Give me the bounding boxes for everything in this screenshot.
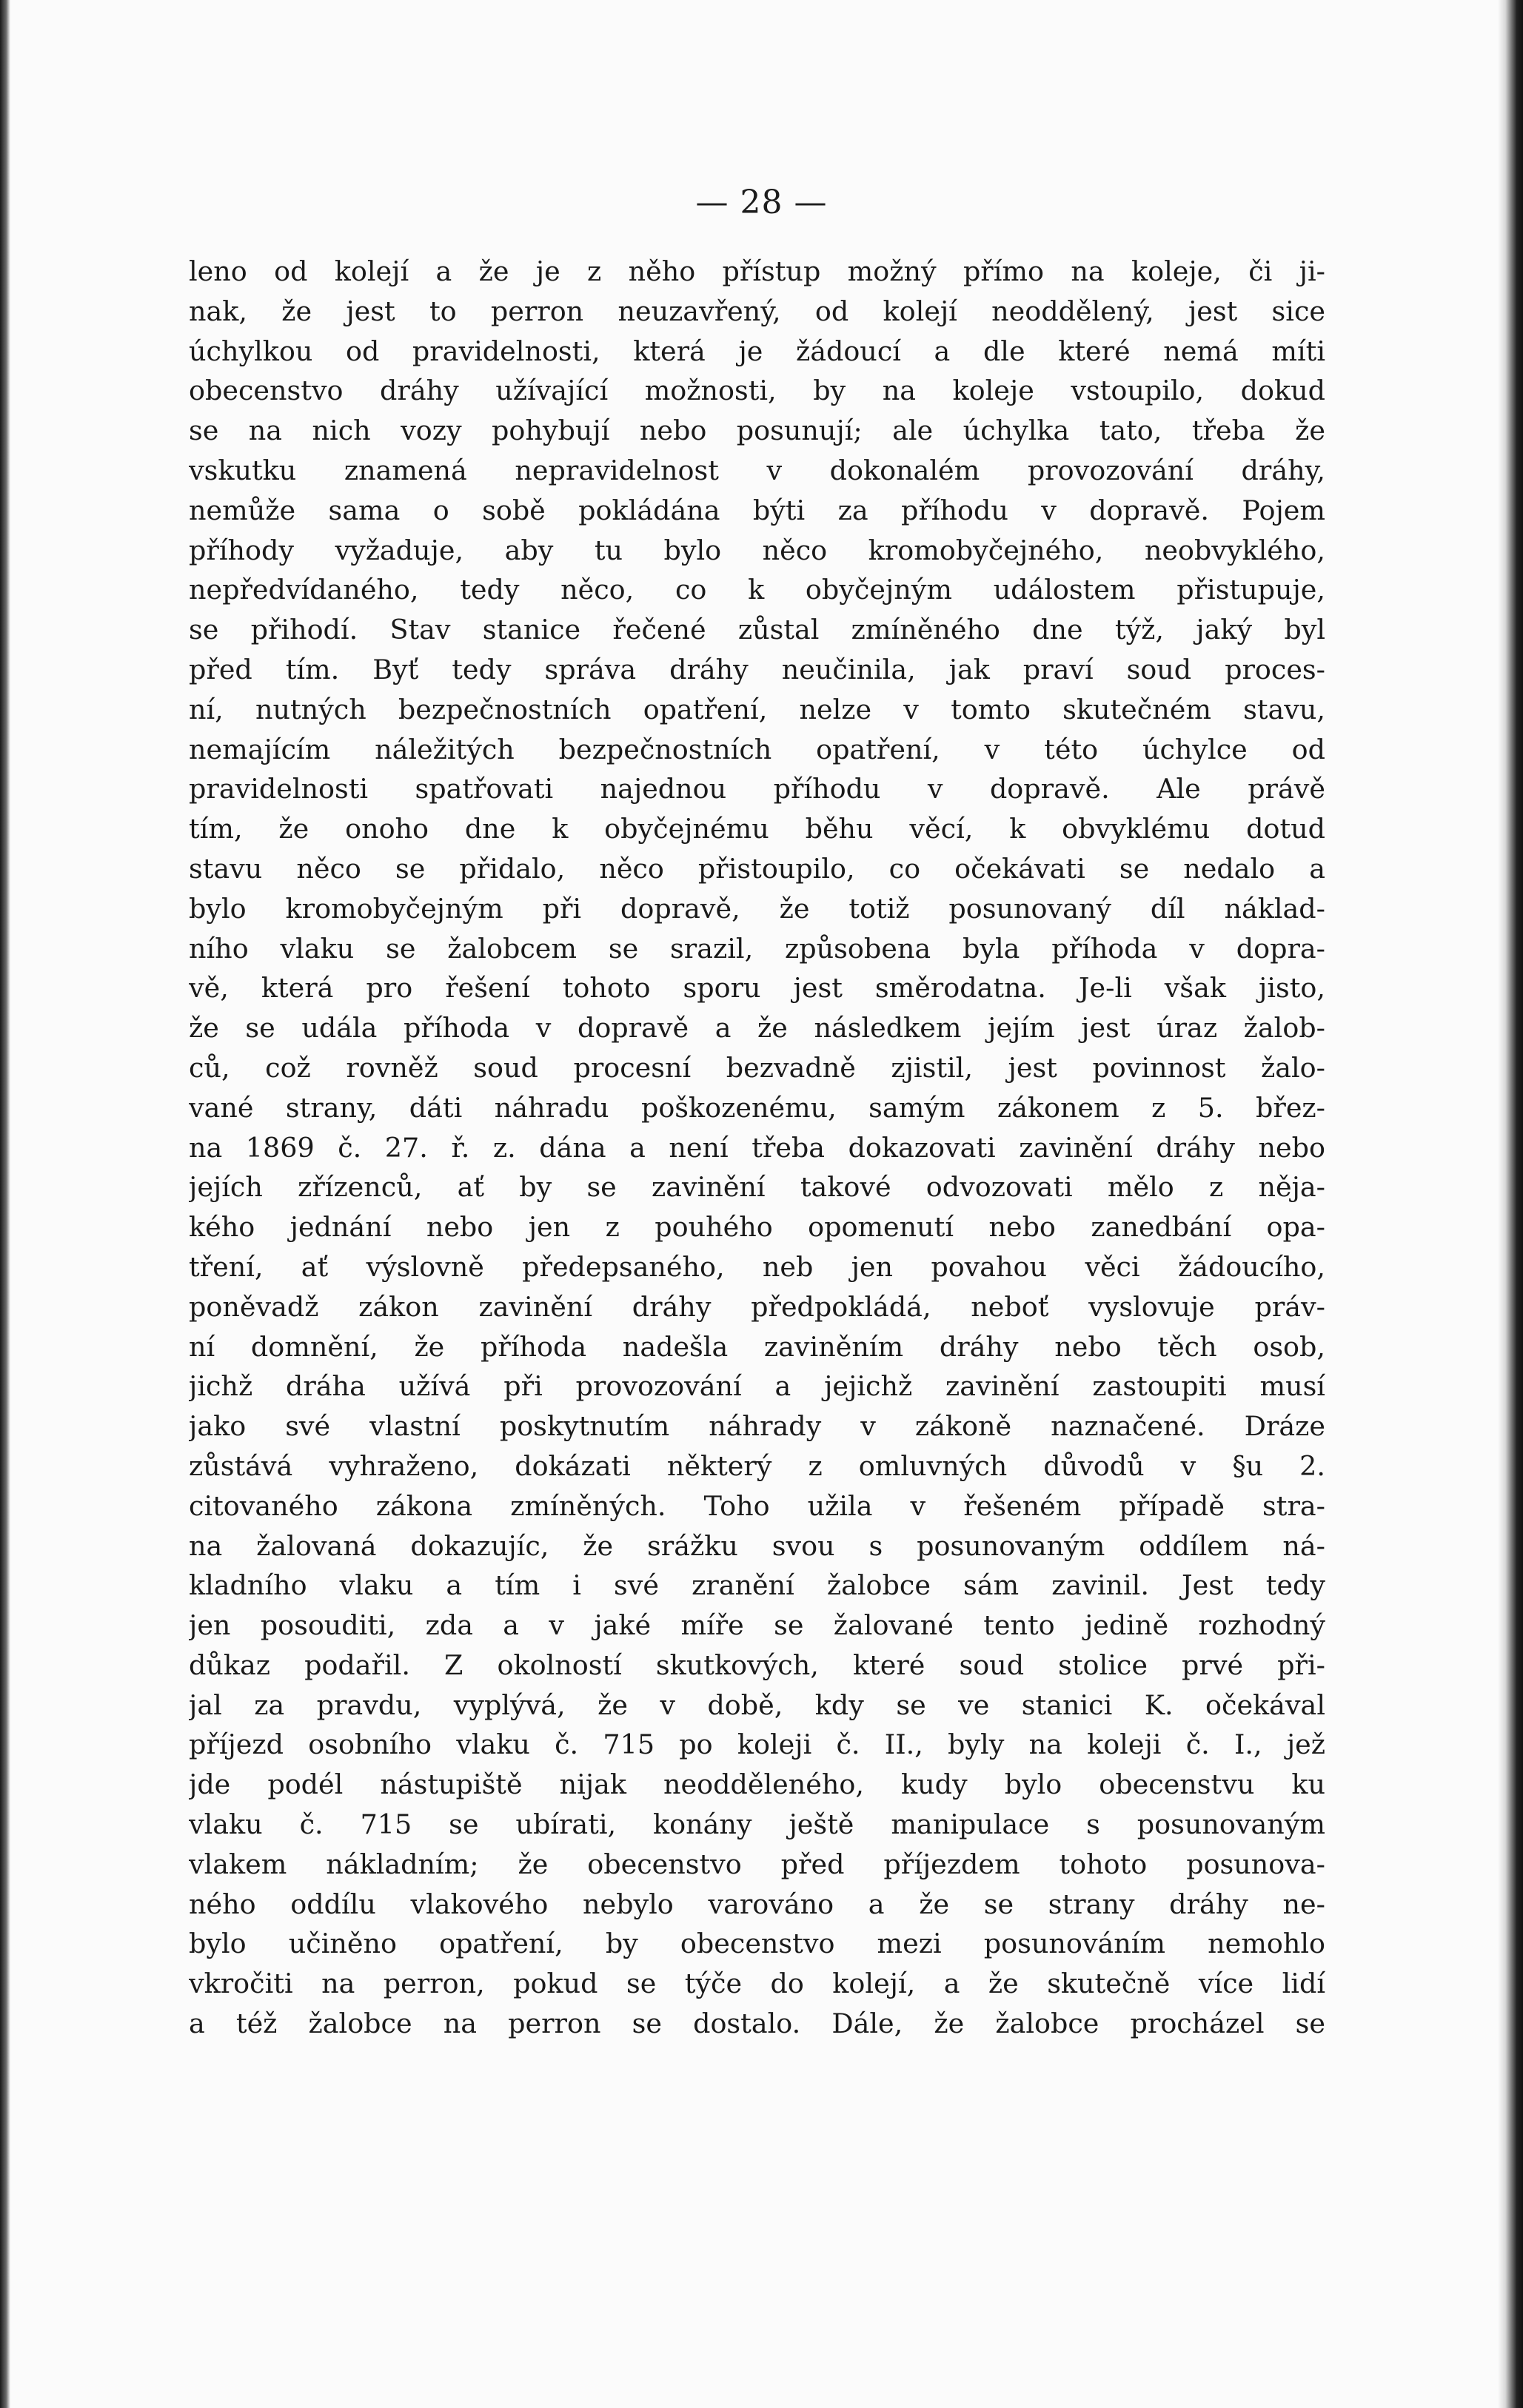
- text-line: se přihodí. Stav stanice řečené zůstal zmíněného dne týž, jaký byl: [189, 614, 1325, 646]
- text-line: vskutku znamená nepravidelnost v dokonalém provozování dráhy,: [189, 454, 1325, 486]
- text-line: na 1869 č. 27. ř. z. dána a není třeba dokazovati zavinění dráhy nebo: [189, 1131, 1325, 1164]
- text-line: nemůže sama o sobě pokládána býti za příhodu v dopravě. Pojem: [189, 494, 1325, 526]
- text-line: nak, že jest to perron neuzavřený, od kolejí neoddělený, jest sice: [189, 295, 1325, 327]
- text-line: vlaku č. 715 se ubírati, konány ještě manipulace s posunovaným: [189, 1808, 1325, 1841]
- text-line: bylo učiněno opatření, by obecenstvo mezi posunováním nemohlo: [189, 1928, 1325, 1960]
- text-line: na žalovaná dokazujíc, že srážku svou s posunovaným oddílem ná-: [189, 1529, 1325, 1562]
- text-line: kladního vlaku a tím i své zranění žalobce sám zavinil. Jest tedy: [189, 1569, 1325, 1602]
- page-right-edge-shadow: [1498, 0, 1523, 2408]
- text-line: vané strany, dáti náhradu poškozenému, samým zákonem z 5. břez-: [189, 1091, 1325, 1124]
- text-line: jichž dráha užívá při provozování a jejichž zavinění zastoupiti musí: [189, 1370, 1325, 1403]
- text-line: úchylkou od pravidelnosti, která je žádoucí a dle které nemá míti: [189, 335, 1325, 367]
- text-line: jde podél nástupiště nijak neodděleného, kudy bylo obecenstvu ku: [189, 1768, 1325, 1801]
- text-line: zůstává vyhraženo, dokázati některý z omluvných důvodů v §u 2.: [189, 1449, 1325, 1482]
- page-left-edge-shadow: [0, 0, 10, 2408]
- text-line: a též žalobce na perron se dostalo. Dále, že žalobce procházel se: [189, 2008, 1325, 2040]
- text-line: jako své vlastní poskytnutím náhrady v zákoně naznačené. Dráze: [189, 1410, 1325, 1443]
- text-line: nemajícím náležitých bezpečnostních opatření, v této úchylce od: [189, 733, 1325, 765]
- text-line: jejích zřízenců, ať by se zavinění takové odvozovati mělo z něja-: [189, 1171, 1325, 1204]
- text-line: že se udála příhoda v dopravě a že následkem jejím jest úraz žalob-: [189, 1012, 1325, 1044]
- text-line: vkročiti na perron, pokud se týče do kolejí, a že skutečně více lidí: [189, 1968, 1325, 2000]
- text-line: poněvadž zákon zavinění dráhy předpokládá, neboť vyslovuje práv-: [189, 1290, 1325, 1323]
- text-line: ní, nutných bezpečnostních opatření, nelze v tomto skutečném stavu,: [189, 693, 1325, 725]
- page-number: — 28 —: [695, 184, 828, 221]
- body-text: [189, 252, 1325, 2044]
- text-line: citovaného zákona zmíněných. Toho užila v řešeném případě stra-: [189, 1489, 1325, 1522]
- text-line: ců, což rovněž soud procesní bezvadně zjistil, jest povinnost žalo-: [189, 1051, 1325, 1084]
- text-line: ného oddílu vlakového nebylo varováno a že se strany dráhy ne-: [189, 1888, 1325, 1920]
- text-line: důkaz podařil. Z okolností skutkových, které soud stolice prvé při-: [189, 1649, 1325, 1681]
- text-line: pravidelnosti spatřovati najednou příhodu v dopravě. Ale právě: [189, 773, 1325, 805]
- text-line: ní domnění, že příhoda nadešla zaviněním dráhy nebo těch osob,: [189, 1330, 1325, 1363]
- text-line: jal za pravdu, vyplývá, že v době, kdy se ve stanici K. očekával: [189, 1688, 1325, 1721]
- text-line: stavu něco se přidalo, něco přistoupilo, co očekávati se nedalo a: [189, 852, 1325, 885]
- text-line: se na nich vozy pohybují nebo posunují; ale úchylka tato, třeba že: [189, 415, 1325, 447]
- text-line: bylo kromobyčejným při dopravě, že totiž posunovaný díl náklad-: [189, 892, 1325, 925]
- text-line: obecenstvo dráhy užívající možnosti, by na koleje vstoupilo, dokud: [189, 375, 1325, 407]
- text-line: leno od kolejí a že je z něho přístup možný přímo na koleje, či ji-: [189, 255, 1325, 287]
- text-line: jen posouditi, zda a v jaké míře se žalované tento jedině rozhodný: [189, 1609, 1325, 1642]
- text-line: vlakem nákladním; že obecenstvo před příjezdem tohoto posunova-: [189, 1848, 1325, 1880]
- text-line: před tím. Byť tedy správa dráhy neučinila, jak praví soud proces-: [189, 653, 1325, 685]
- text-line: příhody vyžaduje, aby tu bylo něco kromobyčejného, neobvyklého,: [189, 534, 1325, 566]
- text-line: ního vlaku se žalobcem se srazil, způsobena byla příhoda v dopra-: [189, 932, 1325, 965]
- text-line: vě, která pro řešení tohoto sporu jest směrodatna. Je-li však jisto,: [189, 972, 1325, 1005]
- text-line: kého jednání nebo jen z pouhého opomenutí nebo zanedbání opa-: [189, 1211, 1325, 1244]
- text-line: tím, že onoho dne k obyčejnému běhu věcí, k obvyklému dotud: [189, 813, 1325, 845]
- text-line: příjezd osobního vlaku č. 715 po koleji č. II., byly na koleji č. I., jež: [189, 1728, 1325, 1761]
- text-line: tření, ať výslovně předepsaného, neb jen povahou věci žádoucího,: [189, 1250, 1325, 1283]
- text-line: nepředvídaného, tedy něco, co k obyčejným událostem přistupuje,: [189, 574, 1325, 606]
